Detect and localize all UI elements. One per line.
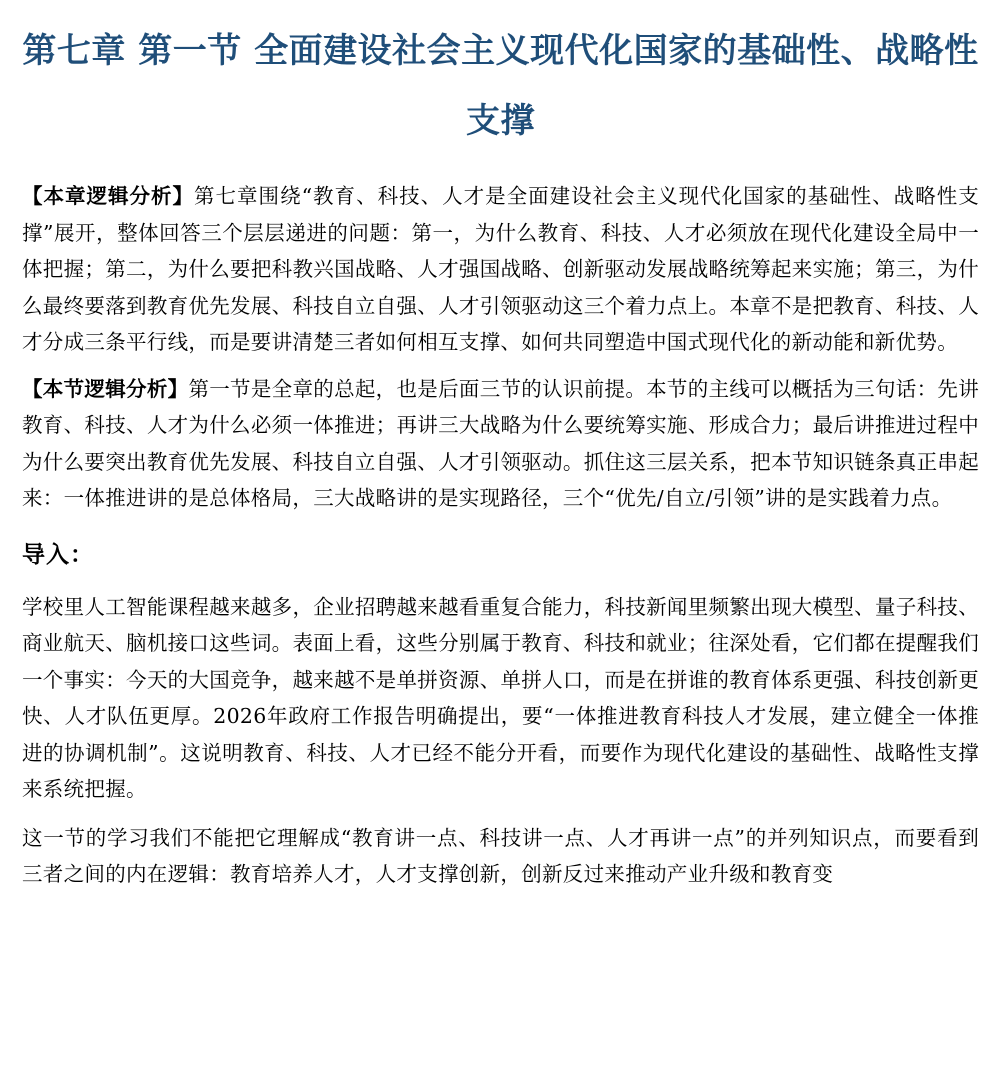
- intro-paragraph-2: 这一节的学习我们不能把它理解成“教育讲一点、科技讲一点、人才再讲一点”的并列知识点，而要看到三者之间的内在逻辑：教育培养人才，人才支撑创新，创新反过来推动产业升级和教育变: [22, 825, 979, 886]
- chapter-analysis-paragraph: [22, 178, 979, 361]
- chapter-analysis-label: 【本章逻辑分析】: [22, 184, 195, 208]
- intro-heading: 导入：: [22, 541, 94, 568]
- section-analysis-label: 【本节逻辑分析】: [22, 376, 189, 401]
- section-analysis-paragraph: [22, 371, 979, 517]
- section-analysis-text: 第一节是全章的总起，也是后面三节的认识前提。本节的主线可以概括为三句话：先讲教育、科技、人才为什么必须一体推进；再讲三大战略为什么要统筹实施、形成合力；最后讲推进过程中为什么要突出教育优先发展、科技自立自强、人才引领驱动。抓住这三层关系，把本节知识链条真正串起来：一体推进讲的是总体格局，三大战略讲的是实现路径，三个“优先/自立/引领”讲的是实践着力点。: [22, 376, 979, 510]
- page-title: 第七章 第一节 全面建设社会主义现代化国家的基础性、战略性支撑: [22, 31, 979, 141]
- chapter-analysis-text: 第七章围绕“教育、科技、人才是全面建设社会主义现代化国家的基础性、战略性支撑”展开，整体回答三个层层递进的问题：第一，为什么教育、科技、人才必须放在现代化建设全局中一体把握；第二，为什么要把科教兴国战略、人才强国战略、创新驱动发展战略统筹起来实施；第三，为什么最终要落到教育优先发展、科技自立自强、人才引领驱动这三个着力点上。本章不是把教育、科技、人才分成三条平行线，而是要讲清楚三者如何相互支撑、如何共同塑造中国式现代化的新动能和新优势。: [22, 184, 980, 354]
- intro-paragraph-1: 学校里人工智能课程越来越多，企业招聘越来越看重复合能力，科技新闻里频繁出现大模型、量子科技、商业航天、脑机接口这些词。表面上看，这些分别属于教育、科技和就业；往深处看，它们都在提醒我们一个事实：今天的大国竞争，越来越不是单拼资源、单拼人口，而是在拼谁的教育体系更强、科技创新更快、人才队伍更厚。2026年政府工作报告明确提出，要“一体推进教育科技人才发展，建立健全一体推进的协调机制”。这说明教育、科技、人才已经不能分开看，而要作为现代化建设的基础性、战略性支撑来系统把握。: [22, 594, 979, 801]
